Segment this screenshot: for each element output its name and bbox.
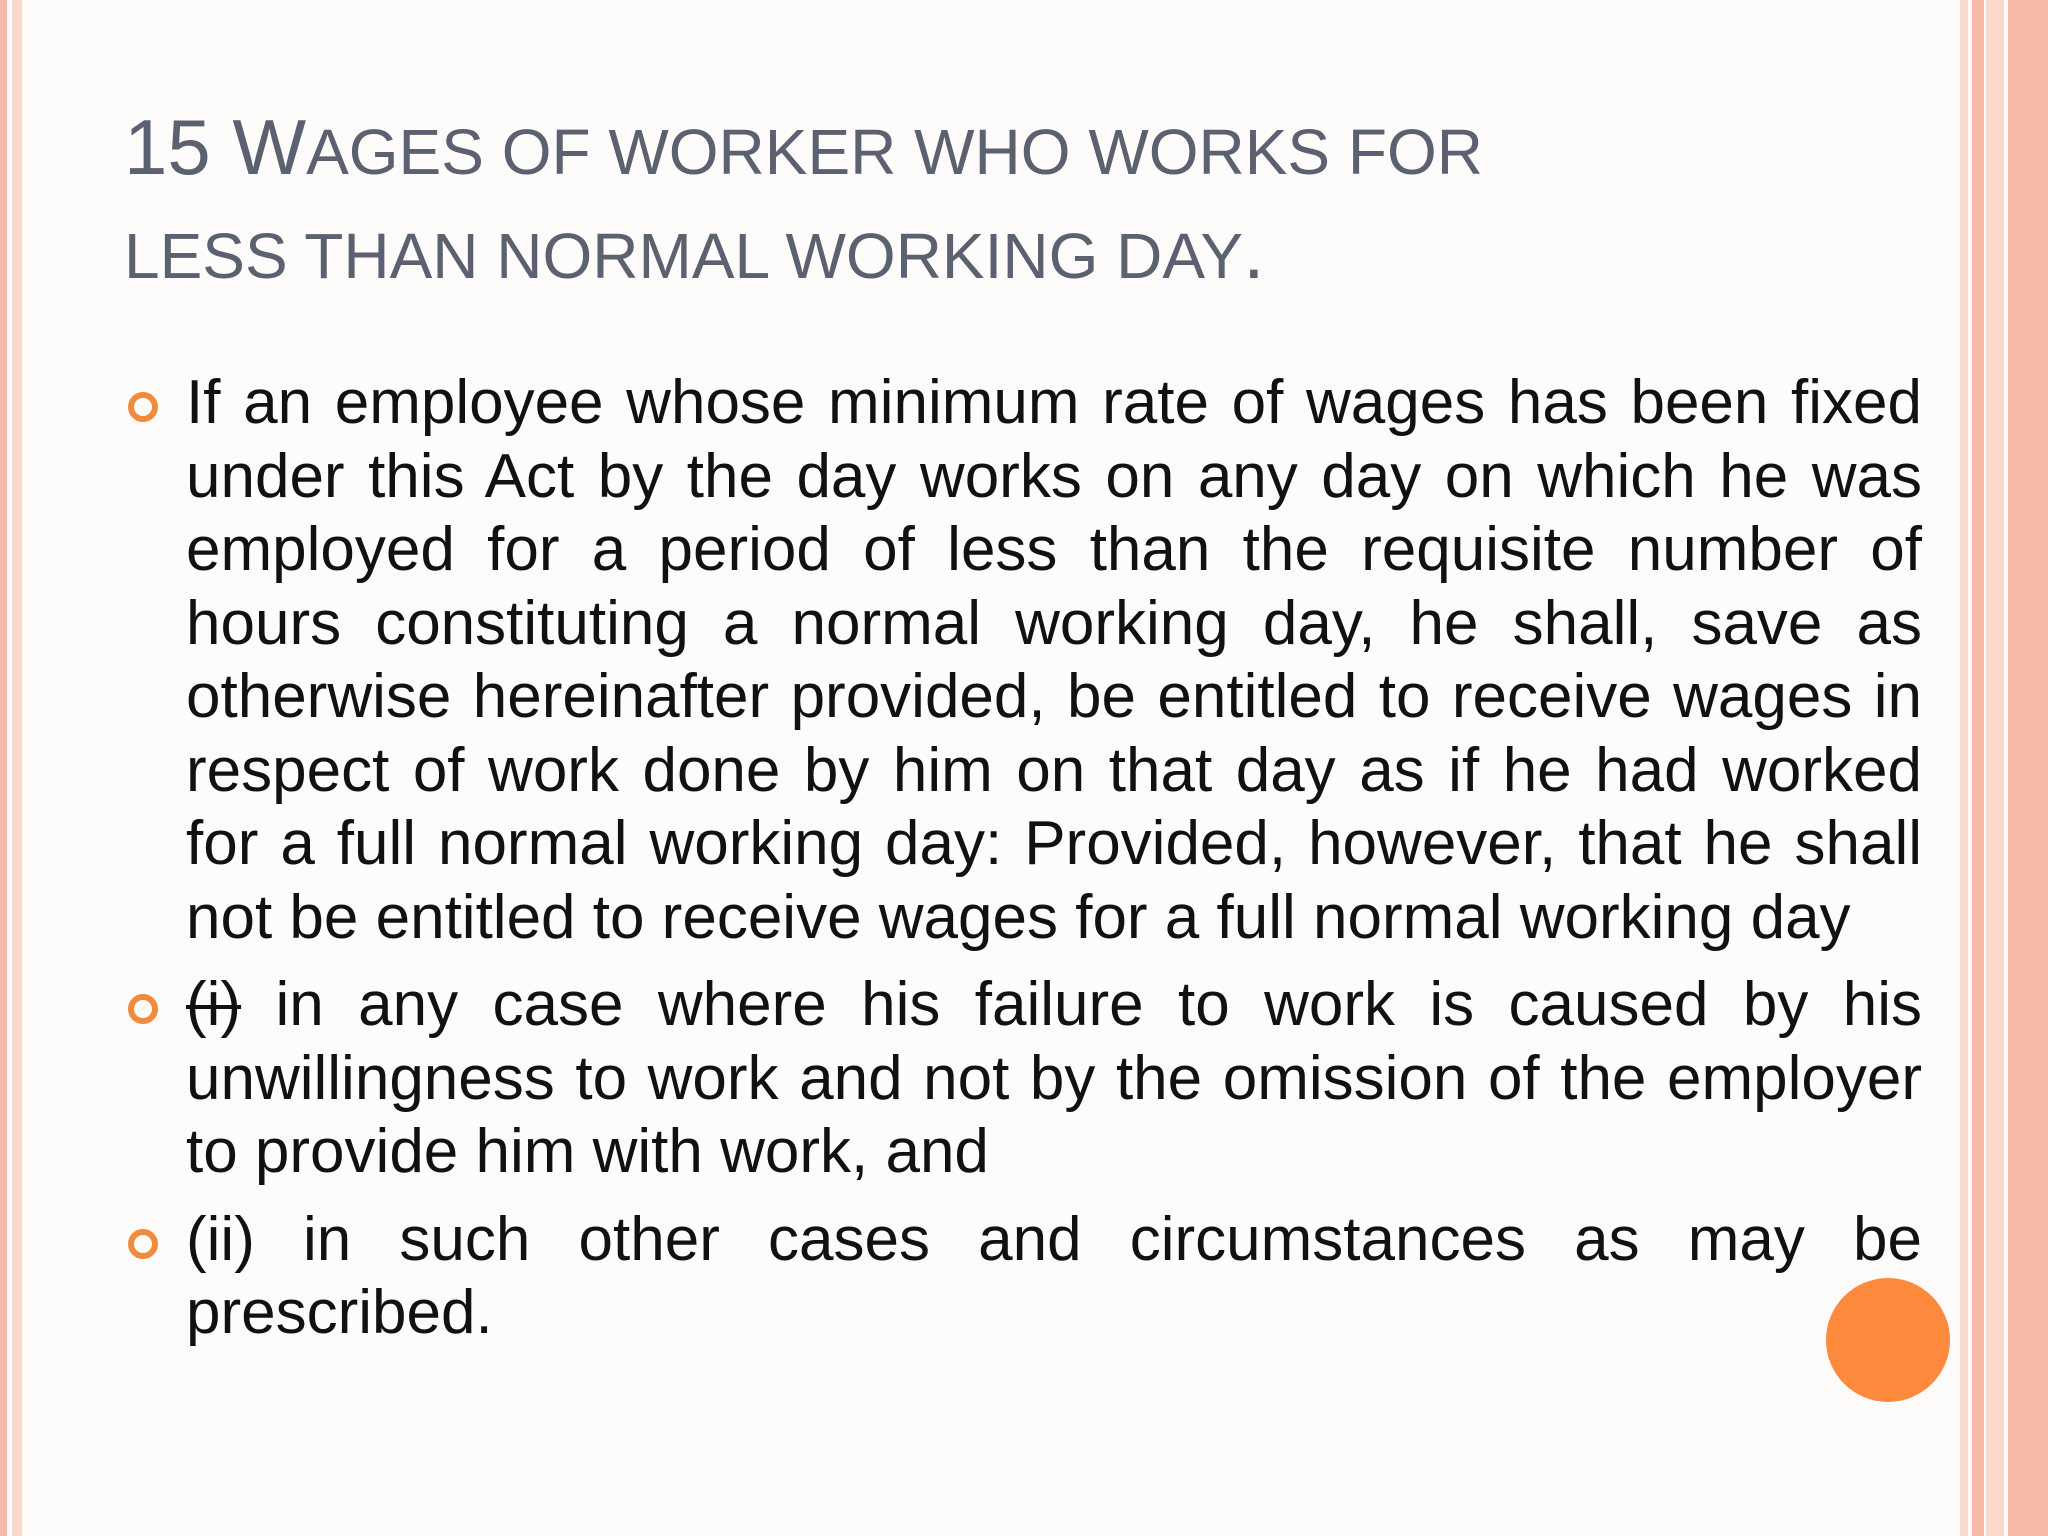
title-line-2-text: LESS THAN NORMAL WORKING DAY [124, 220, 1243, 292]
right-border-stripe-1 [1960, 0, 1968, 1536]
right-border-stripe-4 [2008, 0, 2048, 1536]
title-number: 15 [124, 103, 233, 191]
bullet-circle-icon [128, 392, 158, 422]
list-item [124, 968, 1922, 1189]
bullet-text: (ii) in such other cases and circumstances as may be prescribed. [186, 1204, 1922, 1347]
bullet-text: If an employee whose minimum rate of wages has been fixed under this Act by the day works on any day on which he was employed for a period of less than the requisite number of hours constituting a normal working day, he shall, save as otherwise hereinafter provided, be entitled to receive wages in respect of work done by him on that day as if he had worked for a full normal working day: Provided, however, that he shall not be entitled to receive wages for a full normal working day [186, 368, 1922, 952]
list-item [124, 366, 1922, 954]
right-border-stripe-3 [1986, 0, 2004, 1536]
slide-title-line-2 [124, 207, 1844, 302]
bullet-circle-icon [128, 1229, 158, 1259]
left-border-stripe [0, 0, 7, 1536]
slide-title-line-1 [124, 103, 1844, 204]
title-initial-cap: W [232, 103, 307, 191]
list-item [124, 1203, 1922, 1350]
slide-title [124, 103, 1844, 302]
left-border-stripe-inner [12, 0, 22, 1536]
bullet-text: in any case where his failure to work is caused by his unwillingness to work and not by the omission of the employer to provide him with work, and [186, 970, 1922, 1186]
title-line-1-rest: AGES OF WORKER WHO WORKS FOR [306, 116, 1483, 188]
title-period: . [1243, 207, 1265, 295]
cursor-highlight-circle [1826, 1278, 1950, 1402]
right-border-stripe-2 [1972, 0, 1984, 1536]
struck-through-prefix: (i) [186, 970, 242, 1039]
bullet-circle-icon [128, 994, 158, 1024]
bullet-list [124, 366, 1924, 1364]
